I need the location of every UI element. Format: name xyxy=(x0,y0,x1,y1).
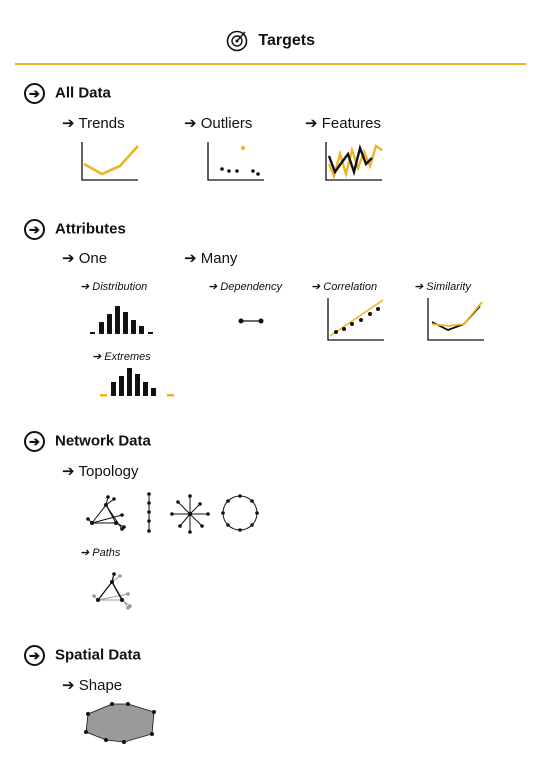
label-correlation xyxy=(311,280,377,293)
label-dependency xyxy=(208,280,282,293)
arrow-circle-icon: ➔ xyxy=(24,219,45,240)
section-attributes xyxy=(24,219,126,240)
label-extremes xyxy=(92,350,151,363)
label-distribution xyxy=(80,280,147,293)
correlation-icon xyxy=(328,298,386,342)
arrow-icon: ➔ xyxy=(311,281,321,293)
arrow-icon: ➔ xyxy=(62,115,75,132)
similarity-icon xyxy=(428,298,486,342)
topology-text: Topology xyxy=(78,463,139,480)
arrow-icon: ➔ xyxy=(80,547,90,559)
distribution-icon xyxy=(90,304,160,336)
section-label: Attributes xyxy=(55,220,126,238)
arrow-icon: ➔ xyxy=(184,115,197,132)
paths-graph-icon xyxy=(92,572,136,614)
section-all-data xyxy=(24,83,111,104)
features-text: Features xyxy=(321,115,381,132)
extremes-icon xyxy=(100,368,178,398)
arrow-icon: ➔ xyxy=(80,281,90,293)
label-topology xyxy=(62,462,139,480)
arrow-circle-icon: ➔ xyxy=(24,431,45,452)
dependency-icon xyxy=(238,316,268,326)
ring-graph-icon xyxy=(220,493,260,533)
arrow-icon: ➔ xyxy=(184,250,197,267)
label-many xyxy=(184,249,237,267)
arrow-circle-icon: ➔ xyxy=(24,83,45,104)
arrow-icon: ➔ xyxy=(62,463,75,480)
arrow-icon: ➔ xyxy=(305,115,318,132)
network-graph-icon xyxy=(86,493,128,535)
similarity-text: Similarity xyxy=(426,281,471,293)
correlation-text: Correlation xyxy=(323,281,378,293)
target-icon xyxy=(226,30,248,52)
many-text: Many xyxy=(200,250,238,267)
title-text: Targets xyxy=(258,32,316,49)
arrow-icon: ➔ xyxy=(62,677,75,694)
header-divider xyxy=(15,63,526,65)
paths-text: Paths xyxy=(92,547,121,559)
section-label: All Data xyxy=(55,84,111,102)
outliers-text: Outliers xyxy=(200,115,253,132)
outliers-icon xyxy=(208,142,266,182)
arrow-icon: ➔ xyxy=(208,281,218,293)
chain-graph-icon xyxy=(144,492,154,534)
shape-text: Shape xyxy=(78,677,123,694)
arrow-icon: ➔ xyxy=(414,281,424,293)
arrow-circle-icon: ➔ xyxy=(24,645,45,666)
trends-text: Trends xyxy=(78,115,125,132)
dependency-text: Dependency xyxy=(220,281,283,293)
label-outliers xyxy=(184,114,252,132)
section-label: Spatial Data xyxy=(55,646,141,664)
section-network-data xyxy=(24,431,151,452)
arrow-icon: ➔ xyxy=(92,351,102,363)
features-icon xyxy=(326,142,384,182)
shape-icon xyxy=(80,700,160,746)
arrow-icon: ➔ xyxy=(62,250,75,267)
label-paths xyxy=(80,546,120,559)
distribution-text: Distribution xyxy=(92,281,148,293)
trends-icon xyxy=(82,142,140,182)
label-trends xyxy=(62,114,125,132)
section-spatial-data xyxy=(24,645,141,666)
page-title xyxy=(0,30,541,52)
section-label: Network Data xyxy=(55,432,151,450)
label-shape xyxy=(62,676,122,694)
label-features xyxy=(305,114,381,132)
star-graph-icon xyxy=(170,494,210,534)
extremes-text: Extremes xyxy=(104,351,151,363)
label-similarity xyxy=(414,280,471,293)
one-text: One xyxy=(78,250,108,267)
label-one xyxy=(62,249,107,267)
